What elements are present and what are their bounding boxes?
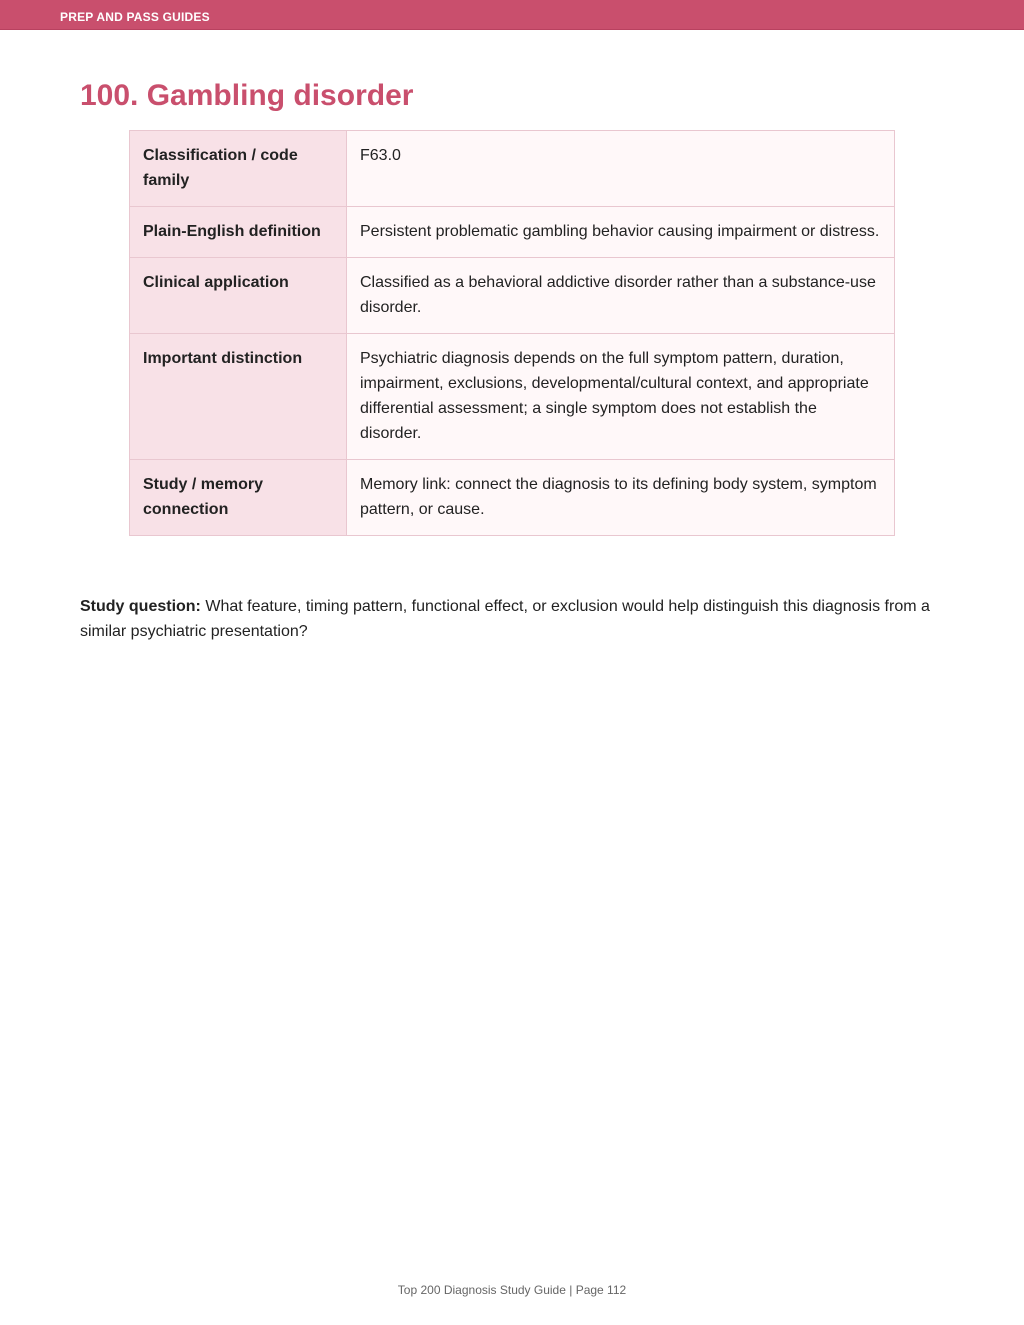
table-row (130, 460, 895, 536)
row-label: Clinical application (130, 258, 347, 334)
page-footer: Top 200 Diagnosis Study Guide | Page 112 (397, 1283, 627, 1297)
row-value: Memory link: connect the diagnosis to its defining body system, symptom pattern, or cause. (347, 460, 895, 536)
table-row (130, 258, 895, 334)
study-question-label: Study question: (80, 598, 201, 615)
study-question (80, 594, 950, 644)
page-title: 100. Gambling disorder (80, 79, 414, 112)
table-row (130, 207, 895, 258)
row-value: Psychiatric diagnosis depends on the full symptom pattern, duration, impairment, exclusions, developmental/cultural context, and appropriate differential assessment; a single symptom does not establish the disorder. (347, 334, 895, 460)
study-question-text: What feature, timing pattern, functional effect, or exclusion would help distinguish this diagnosis from a similar psychiatric presentation? (80, 598, 930, 640)
table-row (130, 334, 895, 460)
row-value: Classified as a behavioral addictive disorder rather than a substance-use disorder. (347, 258, 895, 334)
row-label: Study / memory connection (130, 460, 347, 536)
row-value: Persistent problematic gambling behavior causing impairment or distress. (347, 207, 895, 258)
row-label: Plain-English definition (130, 207, 347, 258)
header-label: PREP AND PASS GUIDES (60, 10, 210, 24)
row-label: Important distinction (130, 334, 347, 460)
info-table (129, 130, 895, 536)
row-label: Classification / code family (130, 131, 347, 207)
row-value: F63.0 (347, 131, 895, 207)
table-row (130, 131, 895, 207)
header-bar (0, 0, 1024, 30)
